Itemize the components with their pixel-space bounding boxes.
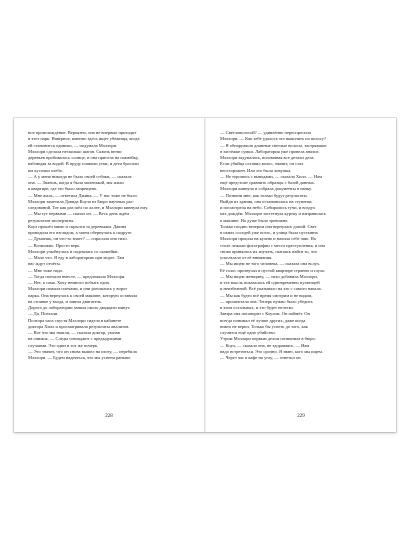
text-line: ное происхождение. Вероятно, она не впервые приходит: [28, 130, 137, 135]
right-page-number: 229: [297, 414, 305, 419]
text-line: Дорога до лаборатории заняла около двадцати минут.: [28, 305, 131, 310]
text-line: снова принялась их изучать, пытаясь найти то, что: [220, 248, 318, 254]
text-line: Мэллори сделала несколько шагов. Сквозь ветви: [28, 148, 122, 154]
text-line: и посмотрела на небо. Собирались тучи, и воздух: [220, 205, 316, 210]
text-line: столе лежали фотографии с места преступления, и она: [220, 242, 325, 248]
text-line: Завтра она поговорит с Коулом. Он поймёт. Он: [220, 311, 310, 317]
text-line: надо встретиться. Это срочно. Я знаю, кого мы ищем.: [220, 348, 324, 354]
text-line: — Думаешь, он что-то знает? — спросила она тихо.: [28, 236, 128, 242]
left-page: [28, 130, 190, 361]
left-page-number: 228: [105, 414, 113, 419]
text-line: Мэллори прошла на кухню и налила себе чаю. На: [220, 236, 316, 242]
text-line: парка. Она вернулась к своей машине, которую оставила: [28, 292, 137, 298]
text-line: на стоянке у входа, и завела двигатель.: [28, 298, 103, 304]
text-line: Мэллори заметила Дэвида Коула из Бюро научных рас-: [28, 198, 135, 204]
text-line: Мэллори улыбнулась и поднялась со скамейки.: [28, 248, 119, 254]
text-line: и эта мысль показалась ей одновременно пугающей: [220, 280, 320, 285]
text-line: она. — Знаешь, когда я была маленькой, мы жили: [28, 180, 124, 185]
text-line: — Светловолосой? — удивлённо переспросила: [220, 130, 311, 135]
right-page-text: [220, 130, 382, 361]
text-line: ускользало от её внимания.: [220, 255, 273, 260]
text-line: наблюдая за водой. В пруду плавали утки, и дети бросали: [28, 161, 139, 167]
text-line: результатов экспертизы.: [28, 217, 75, 223]
text-line: ей становится одиноко, — подумала Мэллори.: [28, 142, 118, 148]
text-line: — Мало что. Я еду в лабораторию при морге. Там: [28, 255, 125, 260]
text-line: — Это значит, что он снова вышел на охоту, — перебила: [28, 348, 137, 354]
text-line: Мэллори. — Как тебе удалось это выяснить по волосу?: [220, 136, 327, 142]
right-page: [220, 130, 382, 361]
text-line: — Мне жаль, — ответила Джина. — У нас тоже не было.: [28, 192, 138, 198]
text-line: ещё предстоит сравнить образцы с базой данных.: [220, 180, 316, 185]
text-line: и неизбежной. Всё указывало на это с самого начала.: [220, 286, 322, 292]
text-line: в застёжке сумки. Лаборатория уже провела анализ.: [220, 148, 320, 154]
text-line: Если убийца оставил волос, значит, он стал: [220, 161, 304, 167]
text-line: в окнах соседей уже погас, и улица была пустынна.: [220, 230, 319, 235]
text-line: Утром Мэллори первым делом позвонила в бюро.: [220, 336, 316, 342]
text-line: Только поздно вечером она вернулась домой. Свет: [220, 223, 317, 229]
text-line: — Мы как будто всё время смотрим и не видим,: [220, 292, 313, 298]
text-line: следований. Тот как раз шёл по аллее, и Мэллори кивнула ему.: [28, 205, 149, 210]
text-line: — Да. Поехали.: [28, 311, 59, 317]
text-line: — Я обнаружила длинные светлые волосы, застрявшие: [220, 142, 327, 148]
text-line: в квартире, где это было запрещено.: [28, 186, 98, 192]
text-line: на снимок. — Следы совпадают с предыдущими: [28, 336, 122, 342]
text-line: к машине. На душе было тревожно.: [220, 217, 289, 223]
text-line: Коул прошёл мимо и скрылся за деревьями. Джина: [28, 223, 127, 229]
text-line: — Через час в кафе на углу, — ответил он.: [220, 355, 302, 360]
text-line: — Мне тоже надо.: [28, 267, 64, 273]
text-line: всегда понимал её лучше других, даже когда: [220, 317, 306, 323]
text-line: — Мы тут первыми — сказал он. — Весь день ждём: [28, 211, 130, 217]
text-line: — прошептала она. Теперь нужно было убедить: [220, 298, 313, 304]
text-line: — Коул, — сказала она, не здороваясь. — Нам: [220, 342, 310, 348]
text-line: — Позвони мне, как только будут результаты.: [220, 192, 308, 198]
text-line: случится ещё одно убийство.: [220, 330, 276, 335]
text-line: неосторожен. Или это была ловушка.: [220, 167, 292, 173]
text-line: Полтора часа спустя Мэллори сидела в кабинете: [28, 317, 122, 323]
left-page-text: [28, 130, 190, 361]
text-line: деревьев пробивалось солнце, и она присела на скамейку,: [28, 155, 139, 160]
text-line: Мэллори кивнула и собрала документы в папку.: [220, 186, 312, 192]
text-line: проводила его взглядом, а затем обернулась к подруге.: [28, 230, 133, 235]
text-line: нас ждут отчёты.: [28, 261, 61, 267]
text-line: никто не верил. Только бы успеть до того, как: [220, 323, 308, 329]
text-line: — А у меня никогда не было своей собаки, — сказала: [28, 173, 132, 179]
text-line: Мэллори задумалась, вспоминая все детали дела.: [220, 155, 315, 160]
text-line: — Вот что мы нашли, — сказала доктор, указав: [28, 330, 120, 335]
text-line: — Мы ищем не того человека, — сказала она вслух.: [220, 261, 321, 267]
book-spread: [14, 118, 396, 432]
text-line: Мэллори. — Будем надеяться, что мы успеем раньше.: [28, 355, 132, 360]
text-line: — Не торопись с выводами, — сказала Хилл. — Нам: [220, 173, 322, 179]
text-line: — Тогда поехали вместе, — предложила Мэллори.: [28, 273, 126, 279]
text-line: Её голос прозвучал в пустой квартире странно и глухо.: [220, 267, 326, 273]
text-line: случаями. Это один и тот же почерк.: [28, 342, 99, 348]
book-spine: [204, 118, 206, 432]
text-line: им кусочки хлеба.: [28, 167, 63, 173]
text-line: Выйдя из здания, она остановилась на ступенях: [220, 198, 312, 204]
text-line: пах дождём. Мэллори застегнула куртку и направилась: [220, 211, 326, 217]
text-line: доктора Хилл и просматривала результаты анализов.: [28, 323, 130, 329]
text-line: — Мы ищем женщину, — тихо добавила Мэллори,: [220, 273, 318, 279]
text-line: Мэллори пожала плечами, и они разошлись у ворот: [28, 286, 128, 292]
text-line: — Возможно. Просто верь.: [28, 242, 81, 248]
text-line: в этом остальных, и это будет нелегко.: [220, 305, 294, 310]
text-line: — Нет, я сама. Хочу немного побыть одна.: [28, 280, 110, 285]
text-line: в этот парк. Наверное, именно здесь ищет убежища, когда: [28, 136, 140, 142]
